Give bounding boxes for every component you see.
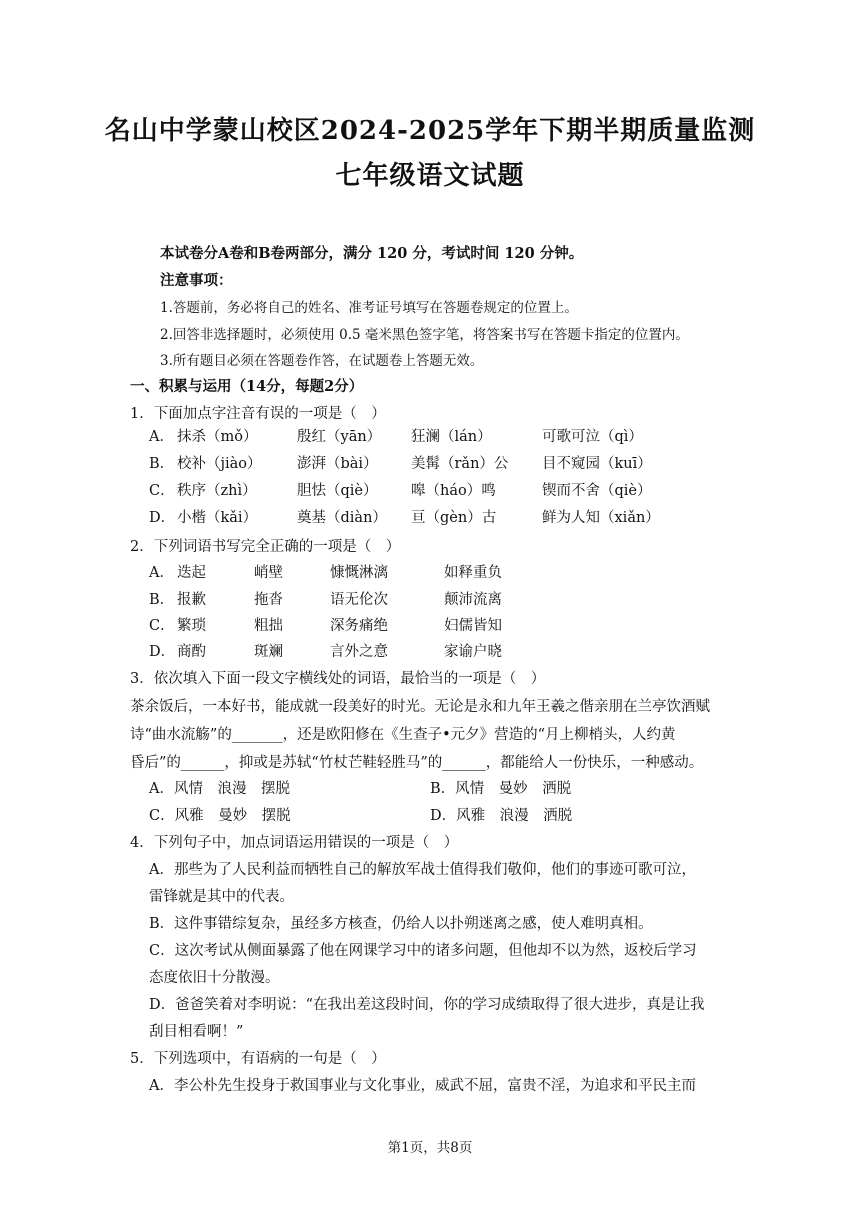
option-item: 深务痛绝 <box>330 618 388 634</box>
option-label: B． <box>149 592 175 608</box>
option-item: 小楷（kǎi） <box>177 510 258 526</box>
page-number-footer: 第1页，共8页 <box>387 1140 473 1156</box>
q4-option-c-cont: 态度依旧十分散漫。 <box>149 970 280 986</box>
option-label: A． <box>149 429 174 445</box>
option-label: B． <box>149 456 175 472</box>
question-1-stem: 1．下面加点字注音有误的一项是（ ） <box>130 406 386 422</box>
option-item: 胆怯（qiè） <box>297 483 378 499</box>
q5-option-a: A．李公朴先生投身于救国事业与文化事业，威武不屈，富贵不淫，为追求和平民主而 <box>149 1078 696 1094</box>
q4-option-c: C．这次考试从侧面暴露了他在网课学习中的诸多问题，但他却不以为然，返校后学习 <box>149 943 697 959</box>
option-item: 奠基（diàn） <box>297 510 387 526</box>
exam-title-line2: 七年级语文试题 <box>335 161 525 191</box>
option-item: 目不窥园（kuī） <box>542 456 652 472</box>
question-3-passage: 昏后”的______，抑或是苏轼“竹杖芒鞋轻胜马”的______，都能给人一份快乐，一种感动。 <box>130 755 704 771</box>
option-item: 粗拙 <box>254 618 283 634</box>
option-label: A． <box>149 565 174 581</box>
q3-option: D．风雅 浪漫 洒脱 <box>430 808 573 824</box>
option-item: 拖沓 <box>254 592 283 608</box>
option-label: C． <box>149 618 175 634</box>
question-5-stem: 5．下列选项中，有语病的一句是（ ） <box>130 1051 386 1067</box>
option-item: 慷慨淋漓 <box>330 565 388 581</box>
notice-item: 2.回答非选择题时，必须使用 0.5 毫米黑色签字笔，将答案书写在答题卡指定的位置内。 <box>160 327 689 343</box>
option-item: 迭起 <box>177 565 206 581</box>
q3-option: A．风情 浪漫 摆脱 <box>149 781 290 797</box>
q4-option-a: A．那些为了人民利益而牺牲自己的解放军战士值得我们敬仰，他们的事迹可歌可泣， <box>149 862 696 878</box>
option-item: 语无伦次 <box>330 592 388 608</box>
question-4-stem: 4．下列句子中，加点词语运用错误的一项是（ ） <box>130 835 459 851</box>
option-label: D． <box>149 644 176 660</box>
option-label: D． <box>149 510 176 526</box>
option-item: 秩序（zhì） <box>177 483 257 499</box>
option-item: 锲而不舍（qiè） <box>542 483 652 499</box>
option-item: 言外之意 <box>330 644 388 660</box>
option-item: 峭壁 <box>254 565 283 581</box>
option-item: 狂澜（lán） <box>411 429 492 445</box>
option-item: 美髯（rǎn）公 <box>411 456 509 472</box>
question-3-stem: 3．依次填入下面一段文字横线处的词语，最恰当的一项是（ ） <box>130 671 546 687</box>
q3-option: C．风雅 曼妙 摆脱 <box>149 808 291 824</box>
option-item: 校补（jiào） <box>177 456 262 472</box>
section-heading: 一、积累与运用（14分，每题2分） <box>130 378 364 395</box>
notice-item: 1.答题前，务必将自己的姓名、准考证号填写在答题卷规定的位置上。 <box>160 300 578 316</box>
option-item: 殷红（yān） <box>297 429 382 445</box>
option-item: 报歉 <box>177 592 206 608</box>
notice-heading: 注意事项： <box>160 272 233 289</box>
option-item: 亘（gèn）古 <box>411 510 497 526</box>
q4-option-d: D．爸爸笑着对李明说：“在我出差这段时间，你的学习成绩取得了很大进步，真是让我 <box>149 997 705 1013</box>
option-item: 如释重负 <box>444 565 502 581</box>
question-3-passage: 茶余饭后，一本好书，能成就一段美好的时光。无论是永和九年王羲之偕亲朋在兰亭饮酒赋 <box>130 699 710 715</box>
exam-title-line1: 名山中学蒙山校区2024-2025学年下期半期质量监测 <box>104 116 756 146</box>
question-2-stem: 2．下列词语书写完全正确的一项是（ ） <box>130 539 401 555</box>
q3-option: B．风情 曼妙 洒脱 <box>430 781 572 797</box>
q4-option-a-cont: 雷锋就是其中的代表。 <box>149 889 294 905</box>
option-item: 可歌可泣（qì） <box>542 429 643 445</box>
option-item: 嗥（háo）鸣 <box>411 483 496 499</box>
option-item: 繁琐 <box>177 618 206 634</box>
option-item: 斑斓 <box>254 644 283 660</box>
notice-item: 3.所有题目必须在答题卷作答，在试题卷上答题无效。 <box>160 353 484 369</box>
q4-option-d-cont: 刮目相看啊！” <box>149 1024 244 1040</box>
q4-option-b: B．这件事错综复杂，虽经多方核查，仍给人以扑朔迷离之感，使人难明真相。 <box>149 916 653 932</box>
option-item: 颠沛流离 <box>444 592 502 608</box>
option-item: 澎湃（bài） <box>297 456 378 472</box>
question-3-passage: 诗“曲水流觞”的_______，还是欧阳修在《生查子•元夕》营造的“月上柳梢头，人约黄 <box>130 727 676 743</box>
option-item: 妇儒皆知 <box>444 618 502 634</box>
exam-intro: 本试卷分A卷和B卷两部分，满分 120 分，考试时间 120 分钟。 <box>160 245 584 262</box>
option-item: 商酌 <box>177 644 206 660</box>
option-label: C． <box>149 483 175 499</box>
option-item: 鲜为人知（xiǎn） <box>542 510 660 526</box>
option-item: 抹杀（mǒ） <box>177 429 258 445</box>
option-item: 家谕户晓 <box>444 644 502 660</box>
